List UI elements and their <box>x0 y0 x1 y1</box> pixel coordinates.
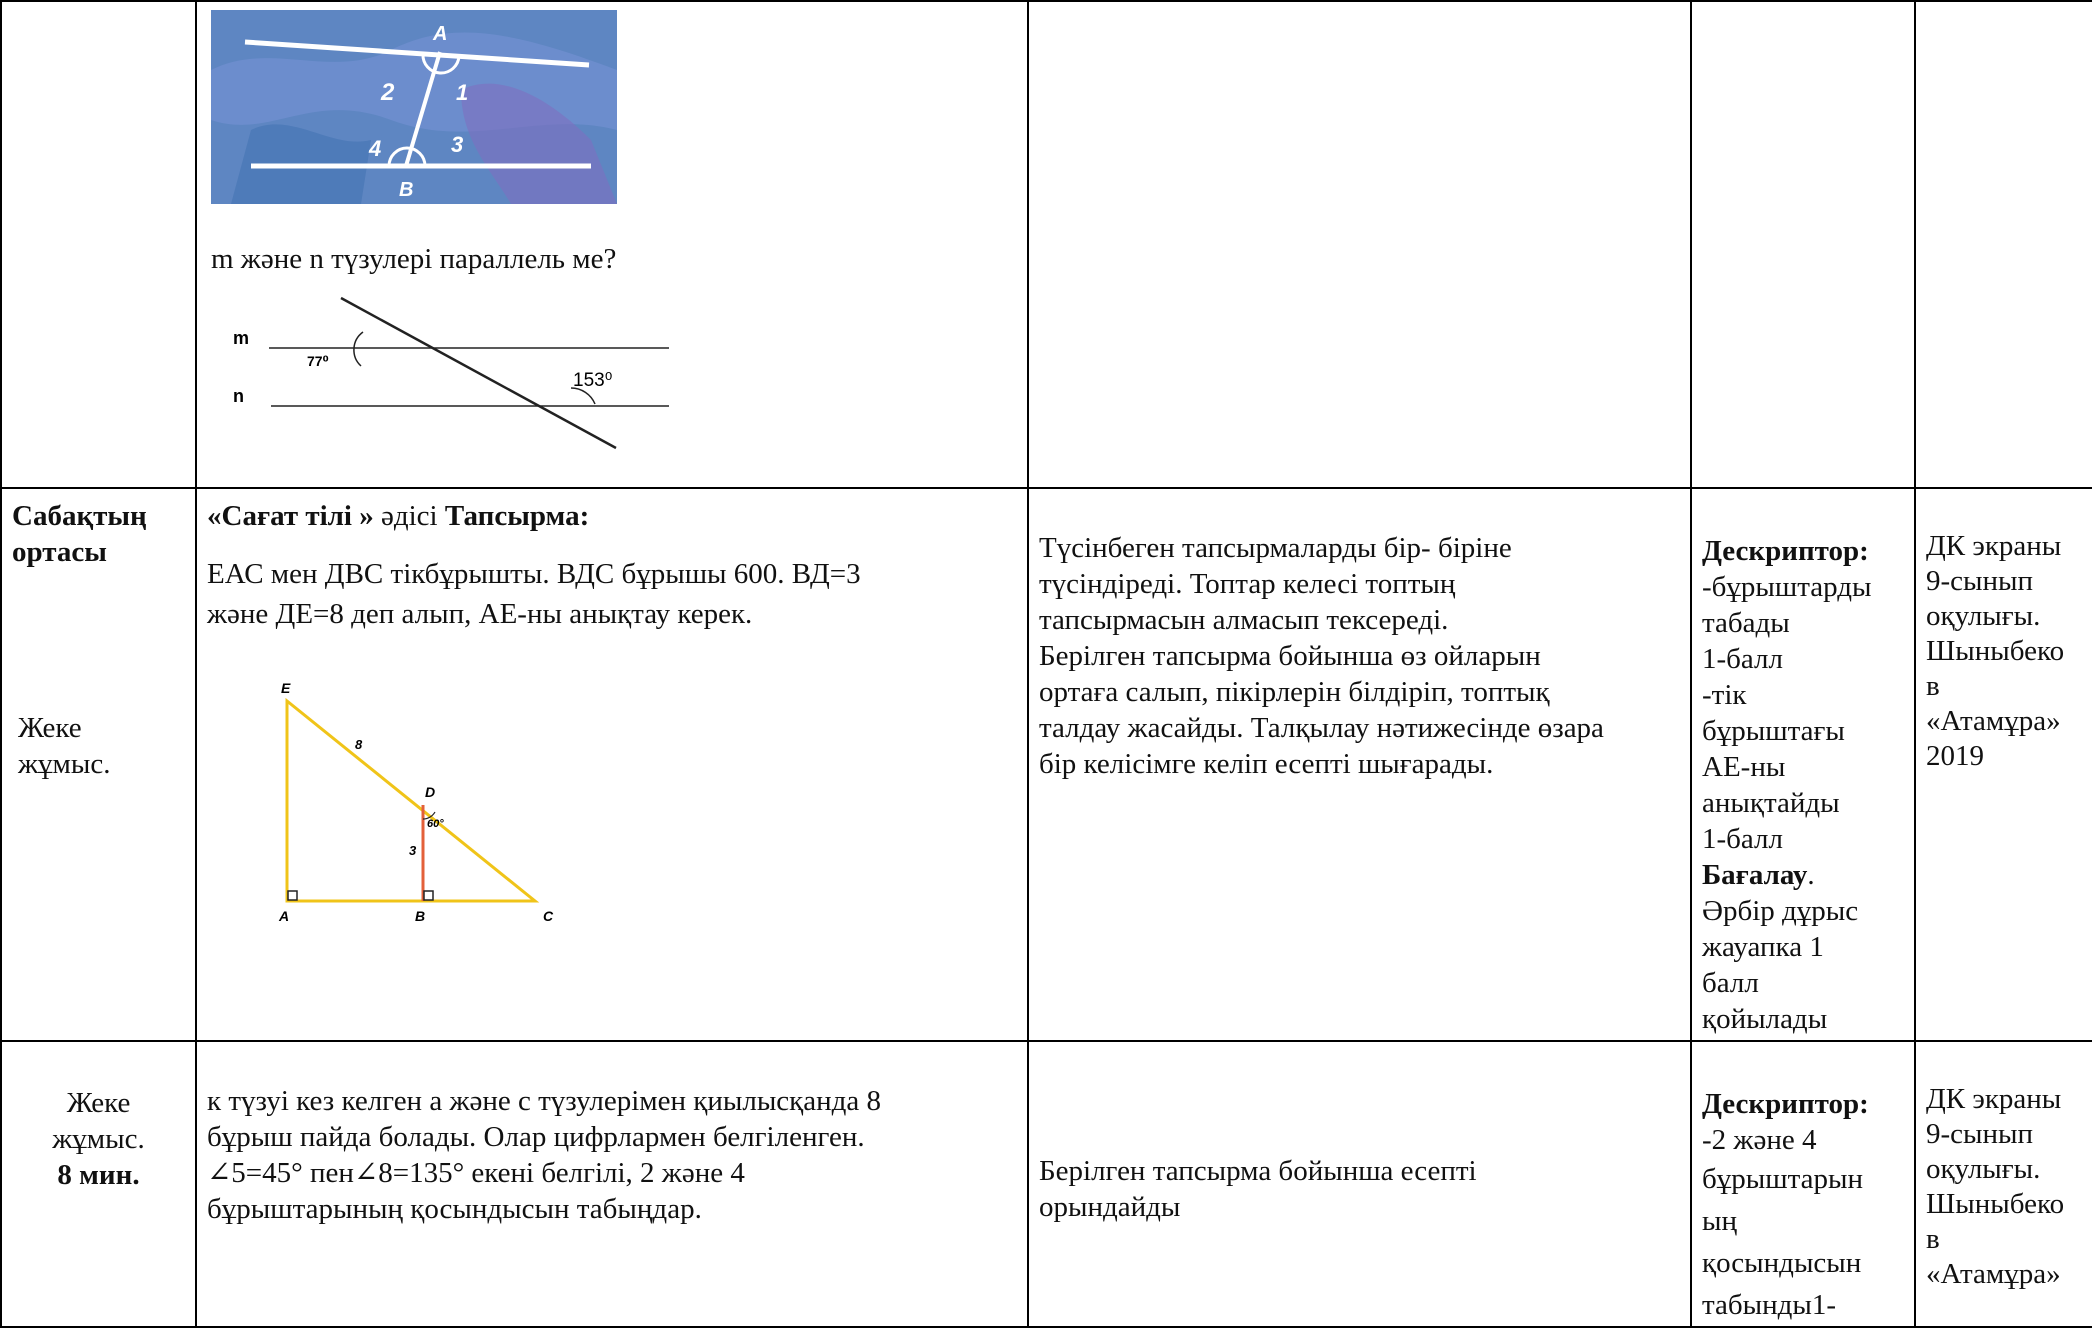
resource-line: Шыныбеко <box>1926 635 2065 667</box>
student-activity-cell <box>1028 488 1691 1041</box>
student-activity-text: тапсырмасын алмасып тексереді. <box>1039 603 1449 636</box>
time-label: 8 мин. <box>57 1158 140 1191</box>
work-type-label: жұмыс. <box>52 1122 145 1155</box>
table-row <box>1 1041 2092 1327</box>
resource-line: «Атамұра» <box>1926 705 2061 737</box>
resources-cell <box>1915 1 2092 488</box>
label-angle-4: 4 <box>369 136 382 161</box>
descriptor-line: бұрыштағы <box>1702 715 1845 747</box>
student-activity-text: Берілген тапсырма бойынша есепті <box>1039 1155 1477 1187</box>
descriptor-line: ың <box>1702 1205 1738 1237</box>
label-angle-2: 2 <box>381 79 395 106</box>
task-cell <box>196 1041 1028 1327</box>
resource-line: 9-сынып <box>1926 565 2034 597</box>
student-activity-text: талдау жасайды. Талқылау нәтижесінде өзара <box>1039 711 1604 744</box>
descriptor-title: Дескриптор: <box>1702 1088 1869 1120</box>
descriptor-line: табынды1- <box>1702 1289 1837 1321</box>
angle-60-label: 60° <box>427 818 444 830</box>
table-row <box>1 1 2092 488</box>
work-type-label: Жеке <box>18 712 82 744</box>
descriptor-line: -бұрыштарды <box>1702 571 1872 603</box>
task-text: ЕАС мен ДВС тікбұрышты. ВДС бұрышы 600. ВД=3 <box>207 557 861 590</box>
label-m: m <box>233 328 250 348</box>
angle-arc <box>354 332 363 366</box>
label-b: B <box>399 179 414 201</box>
resource-line: оқулығы. <box>1926 600 2041 632</box>
resource-line: 2019 <box>1926 740 1984 772</box>
task-text: және ДЕ=8 деп алып, АЕ-ны анықтау керек. <box>207 597 753 630</box>
descriptor-line: 1-балл <box>1702 643 1783 675</box>
angle-153-label: 153⁰ <box>573 370 613 391</box>
method-name: «Сағат тілі » <box>207 500 374 532</box>
triangle-figure <box>257 679 577 939</box>
resource-line: «Атамұра» <box>1926 1258 2061 1290</box>
resource-line: в <box>1926 1223 1940 1255</box>
student-activity-text: түсіндіреді. Топтар келесі топтың <box>1039 567 1456 600</box>
label-a: A <box>433 23 448 45</box>
table-row <box>1 488 2092 1041</box>
stage-cell <box>1 1041 196 1327</box>
resource-line: в <box>1926 670 1940 702</box>
assessment-cell <box>1691 1041 1915 1327</box>
vertex-a: A <box>279 908 290 924</box>
resources-cell <box>1915 488 2092 1041</box>
descriptor-line: 1-балл <box>1702 823 1783 855</box>
side-3-label: 3 <box>409 843 417 858</box>
stage-title: Сабақтың <box>12 500 147 532</box>
task-text: бұрыштарының қосындысын табыңдар. <box>207 1192 702 1225</box>
resource-line: ДК экраны <box>1926 1083 2062 1115</box>
resource-line: оқулығы. <box>1926 1153 2041 1185</box>
triangle-eac <box>287 701 535 901</box>
descriptor-line: АЕ-ны <box>1702 751 1786 783</box>
assessment-line: Әрбір дұрыс <box>1702 895 1859 927</box>
stage-title: ортасы <box>12 535 107 568</box>
question-text: m және n түзулері параллель ме? <box>211 243 617 275</box>
task-method-line <box>207 499 1017 535</box>
assessment-line: балл <box>1702 967 1759 999</box>
descriptor-title: Дескриптор: <box>1702 535 1869 567</box>
student-activity-text: ортаға салып, пікірлерін білдіріп, топтық <box>1039 675 1550 708</box>
student-activity-text: Берілген тапсырма бойынша өз ойларын <box>1039 639 1541 672</box>
resource-line: ДК экраны <box>1926 530 2062 562</box>
task-cell <box>196 1 1028 488</box>
vertex-c: C <box>543 908 554 924</box>
student-activity-cell <box>1028 1 1691 488</box>
student-activity-text: Түсінбеген тапсырмаларды бір- біріне <box>1039 532 1512 564</box>
work-type-label: жұмыс. <box>18 748 111 780</box>
descriptor-line: табады <box>1702 607 1790 639</box>
task-heading: Тапсырма: <box>444 500 590 532</box>
assessment-cell <box>1691 488 1915 1041</box>
descriptor-line: қосындысын <box>1702 1247 1862 1279</box>
student-activity-text: бір келісімге келіп есепті шығарады. <box>1039 747 1494 780</box>
label-n: n <box>233 386 244 406</box>
task-text: бұрыш пайда болады. Олар цифрлармен белгіленген. <box>207 1120 865 1153</box>
vertex-e: E <box>281 680 291 696</box>
descriptor-line: -2 және 4 <box>1702 1124 1817 1156</box>
right-angle-b <box>424 891 433 900</box>
student-activity-text: орындайды <box>1039 1190 1181 1223</box>
assessment-line: жауапка 1 <box>1702 931 1824 963</box>
side-8-label: 8 <box>355 737 363 752</box>
mn-lines-figure <box>211 292 681 452</box>
work-type-label: Жеке <box>66 1087 131 1119</box>
task-text: ∠5=45° пен∠8=135° екені белгілі, 2 және 4 <box>207 1156 745 1189</box>
resource-line: 9-сынып <box>1926 1118 2034 1150</box>
assessment-title: Бағалау. <box>1702 859 1815 891</box>
vertex-b: B <box>415 908 426 924</box>
student-activity-cell <box>1028 1041 1691 1327</box>
task-text: к түзуі кез келген а және с түзулерімен қиылысқанда 8 <box>207 1085 882 1117</box>
stage-cell <box>1 1 196 488</box>
stage-cell <box>1 488 196 1041</box>
method-word: әдісі <box>373 500 445 532</box>
vertex-d: D <box>425 784 436 800</box>
label-angle-1: 1 <box>456 80 469 105</box>
angle-77-label: 77⁰ <box>307 353 329 369</box>
label-angle-3: 3 <box>451 132 464 157</box>
descriptor-line: -тік <box>1702 679 1747 711</box>
right-angle-a <box>288 891 297 900</box>
parallel-lines-picture <box>211 10 617 204</box>
assessment-cell <box>1691 1 1915 488</box>
assessment-line: қойылады <box>1702 1003 1828 1035</box>
descriptor-line: бұрыштарын <box>1702 1163 1863 1195</box>
descriptor-line: анықтайды <box>1702 787 1840 819</box>
resources-cell <box>1915 1041 2092 1327</box>
resource-line: Шыныбеко <box>1926 1188 2065 1220</box>
task-cell <box>196 488 1028 1041</box>
